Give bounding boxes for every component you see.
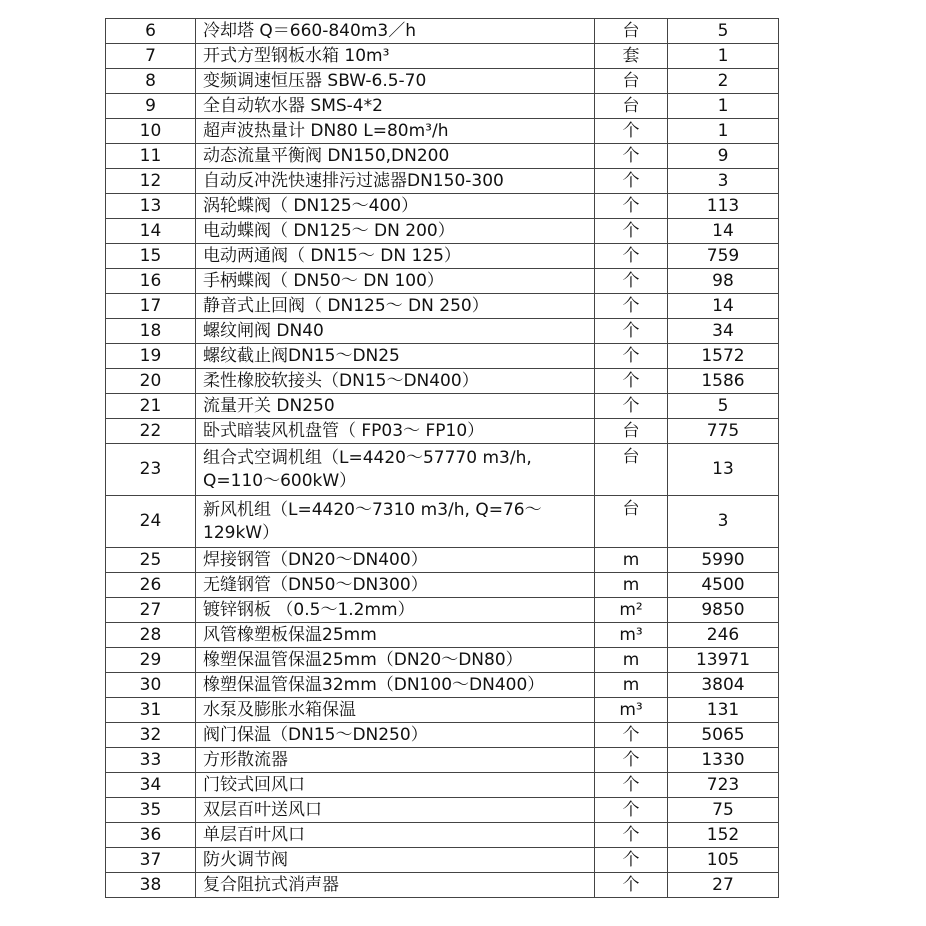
row-number: 7 [106,44,196,69]
item-name: 门铰式回风口 [196,773,595,798]
row-number: 27 [106,598,196,623]
item-name: 阀门保温（DN15～DN250） [196,723,595,748]
item-unit: 个 [595,144,668,169]
item-unit: 台 [595,94,668,119]
table-row [106,44,779,69]
item-quantity: 1586 [668,369,779,394]
table-row [106,496,779,548]
item-unit: m² [595,598,668,623]
row-number: 13 [106,194,196,219]
row-number: 32 [106,723,196,748]
table-row [106,848,779,873]
table-row [106,194,779,219]
item-name: 焊接钢管（DN20～DN400） [196,548,595,573]
item-name: 螺纹截止阀DN15～DN25 [196,344,595,369]
item-quantity: 1330 [668,748,779,773]
item-quantity: 13971 [668,648,779,673]
item-unit: 个 [595,873,668,898]
row-number: 15 [106,244,196,269]
row-number: 31 [106,698,196,723]
item-name: 无缝钢管（DN50～DN300） [196,573,595,598]
equipment-table [105,18,779,898]
row-number: 38 [106,873,196,898]
item-unit: 台 [595,496,668,548]
row-number: 28 [106,623,196,648]
item-name: 组合式空调机组（L=4420～57770 m3/h, Q=110～600kW） [196,444,595,496]
item-name: 冷却塔 Q＝660-840m3／h [196,19,595,44]
item-quantity: 1 [668,119,779,144]
row-number: 26 [106,573,196,598]
row-number: 12 [106,169,196,194]
item-name: 风管橡塑板保温25mm [196,623,595,648]
row-number: 10 [106,119,196,144]
item-name: 超声波热量计 DN80 L=80m³/h [196,119,595,144]
equipment-table-body [106,19,779,898]
table-row [106,548,779,573]
table-row [106,319,779,344]
item-unit: 台 [595,419,668,444]
item-name: 柔性橡胶软接头（DN15～DN400） [196,369,595,394]
item-unit: 个 [595,269,668,294]
item-name: 自动反冲洗快速排污过滤器DN150-300 [196,169,595,194]
row-number: 20 [106,369,196,394]
item-quantity: 13 [668,444,779,496]
table-row [106,119,779,144]
item-quantity: 105 [668,848,779,873]
row-number: 36 [106,823,196,848]
item-quantity: 9 [668,144,779,169]
item-quantity: 75 [668,798,779,823]
item-quantity: 152 [668,823,779,848]
item-quantity: 131 [668,698,779,723]
item-unit: m [595,648,668,673]
item-unit: 个 [595,344,668,369]
item-unit: m³ [595,698,668,723]
table-row [106,648,779,673]
item-name: 卧式暗装风机盘管（ FP03～ FP10） [196,419,595,444]
row-number: 29 [106,648,196,673]
table-row [106,798,779,823]
item-quantity: 759 [668,244,779,269]
table-row [106,144,779,169]
table-row [106,294,779,319]
table-row [106,169,779,194]
item-name: 动态流量平衡阀 DN150,DN200 [196,144,595,169]
item-unit: 台 [595,19,668,44]
item-name: 流量开关 DN250 [196,394,595,419]
table-row [106,269,779,294]
item-unit: 个 [595,219,668,244]
row-number: 11 [106,144,196,169]
item-name: 水泵及膨胀水箱保温 [196,698,595,723]
item-name: 电动蝶阀（ DN125～ DN 200） [196,219,595,244]
item-name: 新风机组（L=4420～7310 m3/h, Q=76～129kW） [196,496,595,548]
item-quantity: 9850 [668,598,779,623]
item-unit: m³ [595,623,668,648]
row-number: 18 [106,319,196,344]
table-row [106,244,779,269]
item-quantity: 14 [668,294,779,319]
item-name: 电动两通阀（ DN15～ DN 125） [196,244,595,269]
item-unit: 台 [595,69,668,94]
item-unit: 个 [595,798,668,823]
item-unit: 个 [595,119,668,144]
row-number: 24 [106,496,196,548]
item-quantity: 775 [668,419,779,444]
item-quantity: 14 [668,219,779,244]
row-number: 23 [106,444,196,496]
item-quantity: 3804 [668,673,779,698]
item-quantity: 1 [668,44,779,69]
row-number: 17 [106,294,196,319]
item-quantity: 3 [668,496,779,548]
item-quantity: 1572 [668,344,779,369]
item-name: 全自动软水器 SMS-4*2 [196,94,595,119]
item-unit: m [595,573,668,598]
item-unit: 个 [595,848,668,873]
item-unit: m [595,548,668,573]
row-number: 22 [106,419,196,444]
row-number: 9 [106,94,196,119]
item-unit: 个 [595,319,668,344]
row-number: 30 [106,673,196,698]
item-name: 涡轮蝶阀（ DN125～400） [196,194,595,219]
item-unit: 个 [595,748,668,773]
item-name: 手柄蝶阀（ DN50～ DN 100） [196,269,595,294]
table-row [106,873,779,898]
item-name: 螺纹闸阀 DN40 [196,319,595,344]
item-name: 橡塑保温管保温32mm（DN100～DN400） [196,673,595,698]
item-unit: 个 [595,169,668,194]
item-name: 镀锌钢板 （0.5～1.2mm） [196,598,595,623]
table-row [106,823,779,848]
table-row [106,344,779,369]
item-unit: 个 [595,244,668,269]
item-quantity: 3 [668,169,779,194]
table-row [106,69,779,94]
item-quantity: 5990 [668,548,779,573]
item-name: 变频调速恒压器 SBW-6.5-70 [196,69,595,94]
item-unit: 个 [595,294,668,319]
row-number: 19 [106,344,196,369]
item-unit: m [595,673,668,698]
table-row [106,219,779,244]
item-name: 复合阻抗式消声器 [196,873,595,898]
table-row [106,623,779,648]
item-unit: 个 [595,394,668,419]
item-quantity: 98 [668,269,779,294]
item-quantity: 113 [668,194,779,219]
item-name: 静音式止回阀（ DN125～ DN 250） [196,294,595,319]
table-row [106,94,779,119]
table-row [106,598,779,623]
item-quantity: 5 [668,19,779,44]
row-number: 16 [106,269,196,294]
table-row [106,673,779,698]
item-name: 开式方型钢板水箱 10m³ [196,44,595,69]
item-unit: 个 [595,369,668,394]
table-row [106,723,779,748]
item-quantity: 5065 [668,723,779,748]
item-name: 防火调节阀 [196,848,595,873]
table-row [106,19,779,44]
row-number: 14 [106,219,196,244]
item-quantity: 34 [668,319,779,344]
table-row [106,369,779,394]
item-quantity: 723 [668,773,779,798]
table-row [106,773,779,798]
table-row [106,748,779,773]
item-unit: 台 [595,444,668,496]
table-row [106,698,779,723]
table-row [106,573,779,598]
item-quantity: 5 [668,394,779,419]
row-number: 6 [106,19,196,44]
item-unit: 个 [595,773,668,798]
table-row [106,444,779,496]
row-number: 8 [106,69,196,94]
row-number: 37 [106,848,196,873]
item-quantity: 2 [668,69,779,94]
item-name: 方形散流器 [196,748,595,773]
item-name: 双层百叶送风口 [196,798,595,823]
item-quantity: 4500 [668,573,779,598]
row-number: 33 [106,748,196,773]
row-number: 21 [106,394,196,419]
item-name: 单层百叶风口 [196,823,595,848]
row-number: 35 [106,798,196,823]
table-row [106,419,779,444]
item-name: 橡塑保温管保温25mm（DN20～DN80） [196,648,595,673]
item-quantity: 246 [668,623,779,648]
row-number: 25 [106,548,196,573]
item-quantity: 27 [668,873,779,898]
item-quantity: 1 [668,94,779,119]
item-unit: 个 [595,194,668,219]
item-unit: 个 [595,823,668,848]
table-row [106,394,779,419]
item-unit: 个 [595,723,668,748]
item-unit: 套 [595,44,668,69]
row-number: 34 [106,773,196,798]
